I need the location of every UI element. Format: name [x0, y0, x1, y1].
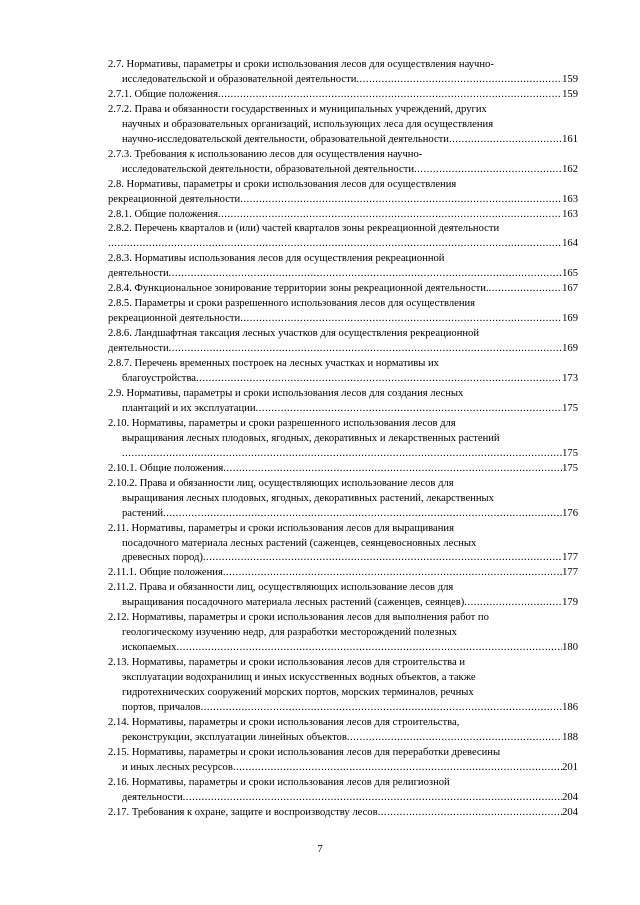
- dot-leader: [223, 566, 562, 581]
- toc-entry-last-line: [108, 806, 578, 821]
- toc-entry-title: 2.10.1. Общие положения: [108, 462, 224, 474]
- toc-entry-last-line: [108, 282, 578, 297]
- toc-entry-title: благоустройства: [122, 373, 197, 385]
- toc-entry: [108, 357, 578, 387]
- toc-entry-line: 2.10.2. Права и обязанности лиц, осуществляющих использование лесов для: [108, 477, 454, 489]
- dot-leader: [176, 641, 562, 656]
- toc-entry-line: 2.8.7. Перечень временных построек на лесных участках и нормативы их: [108, 358, 439, 370]
- toc-entry-line: 2.8.6. Ландшафтная таксация лесных участков для осуществления рекреационной: [108, 328, 480, 340]
- toc-entry-line: выращивания лесных плодовых, ягодных, декоративных и лекарственных растений: [122, 432, 500, 444]
- toc-entry-title: ископаемых: [122, 642, 177, 654]
- toc-entry-last-line: [108, 193, 578, 208]
- dot-leader: [256, 402, 563, 417]
- dot-leader: [223, 462, 562, 477]
- toc-page-number: 179: [562, 597, 578, 609]
- toc-entry: [108, 462, 578, 477]
- toc-page-number: 173: [562, 373, 578, 385]
- toc-entry: [108, 522, 578, 567]
- dot-leader: [169, 267, 562, 282]
- toc-entry: [108, 178, 578, 208]
- toc-entry: [108, 716, 578, 746]
- dot-leader: [108, 237, 562, 252]
- toc-entry-last-line: [108, 447, 578, 462]
- toc-entry-title: 2.11.1. Общие положения: [108, 567, 223, 579]
- toc-entry: [108, 222, 578, 252]
- toc-entry-title: растений: [122, 507, 164, 519]
- toc-entry-line: 2.7.3. Требования к использованию лесов для осуществления научно-: [108, 148, 423, 160]
- toc-entry-line: 2.8.5. Параметры и сроки разрешенного использования лесов для осуществления: [108, 298, 476, 310]
- toc-entry-last-line: [108, 237, 578, 252]
- toc-page-number: 175: [562, 402, 578, 414]
- toc-entry-line: 2.10. Нормативы, параметры и сроки разрешенного использования лесов для: [108, 417, 456, 429]
- toc-entry-line: геологическому изучению недр, для разработки месторождений полезных: [122, 627, 457, 639]
- toc-entry: [108, 327, 578, 357]
- toc-entry-last-line: [108, 791, 578, 806]
- toc-entry-line: 2.8. Нормативы, параметры и сроки использования лесов для осуществления: [108, 178, 457, 190]
- toc-entry-title: 2.17. Требования к охране, защите и воспроизводству лесов: [108, 806, 378, 818]
- toc-entry: [108, 148, 578, 178]
- toc-entry-title: 2.8.1. Общие положения: [108, 208, 218, 220]
- toc-entry-line: 2.11.2. Права и обязанности лиц, осуществляющих использование лесов для: [108, 582, 454, 594]
- page-number: 7: [317, 843, 323, 855]
- dot-leader: [122, 447, 562, 462]
- toc-entry: [108, 746, 578, 776]
- toc-entry-title: выращивания посадочного материала лесных растений (саженцев, сеянцев): [122, 597, 465, 609]
- toc-entry-line: 2.12. Нормативы, параметры и сроки использования лесов для выполнения работ по: [108, 612, 489, 624]
- toc-entry-line: посадочного материала лесных растений (саженцев, сеянцевосновных лесных: [122, 537, 477, 549]
- toc-entry-last-line: [108, 566, 578, 581]
- toc-entry-last-line: [108, 267, 578, 282]
- toc-entry-title: и иных лесных ресурсов: [122, 761, 233, 773]
- toc-entry: [108, 88, 578, 103]
- toc-entry-title: рекреационной деятельности: [108, 193, 241, 205]
- toc-entry-last-line: [108, 208, 578, 223]
- dot-leader: [464, 596, 562, 611]
- toc-entry-line: 2.13. Нормативы, параметры и сроки использования лесов для строительства и: [108, 657, 466, 669]
- toc-entry-last-line: [108, 462, 578, 477]
- toc-entry: [108, 58, 578, 88]
- toc-entry: [108, 387, 578, 417]
- table-of-contents: [108, 58, 578, 821]
- toc-entry: [108, 806, 578, 821]
- dot-leader: [356, 73, 562, 88]
- toc-entry-last-line: [108, 73, 578, 88]
- toc-entry-line: 2.8.3. Нормативы использования лесов для осуществления рекреационной: [108, 253, 445, 265]
- toc-page-number: 161: [562, 133, 578, 145]
- toc-entry-title: научно-исследовательской деятельности, образовательной деятельности: [122, 133, 449, 145]
- toc-page-number: 159: [562, 88, 578, 100]
- toc-page-number: 163: [562, 208, 578, 220]
- toc-entry-last-line: [108, 312, 578, 327]
- toc-entry-last-line: [108, 372, 578, 387]
- toc-page-number: 159: [562, 73, 578, 85]
- toc-page-number: 176: [562, 507, 578, 519]
- toc-entry-line: 2.14. Нормативы, параметры и сроки использования лесов для строительства,: [108, 716, 460, 728]
- toc-page-number: 162: [562, 163, 578, 175]
- toc-page-number: 204: [562, 806, 578, 818]
- toc-entry-line: 2.11. Нормативы, параметры и сроки использования лесов для выращивания: [108, 522, 454, 534]
- dot-leader: [378, 806, 563, 821]
- toc-entry: [108, 103, 578, 148]
- toc-page-number: 164: [562, 238, 578, 250]
- toc-entry-last-line: [108, 402, 578, 417]
- toc-page-number: 175: [562, 462, 578, 474]
- toc-entry-last-line: [108, 133, 578, 148]
- toc-entry-title: деятельности: [108, 343, 169, 355]
- toc-entry-line: научных и образовательных организаций, использующих леса для осуществления: [122, 118, 494, 130]
- toc-entry: [108, 776, 578, 806]
- toc-entry: [108, 477, 578, 522]
- dot-leader: [196, 372, 562, 387]
- toc-entry: [108, 611, 578, 656]
- toc-entry-last-line: [108, 731, 578, 746]
- toc-entry-line: 2.7.2. Права и обязанности государственных и муниципальных учреждений, других: [108, 103, 487, 115]
- toc-entry-title: 2.7.1. Общие положения: [108, 88, 218, 100]
- toc-entry-line: 2.7. Нормативы, параметры и сроки использования лесов для осуществления научно-: [108, 59, 494, 70]
- dot-leader: [414, 163, 562, 178]
- toc-entry-title: портов, причалов: [122, 701, 201, 713]
- toc-entry-title: рекреационной деятельности: [108, 313, 241, 325]
- toc-entry: [108, 417, 578, 462]
- toc-page-number: 201: [562, 761, 578, 773]
- toc-entry-title: исследовательской деятельности, образовательной деятельности: [122, 163, 414, 175]
- toc-entry-line: 2.9. Нормативы, параметры и сроки использования лесов для создания лесных: [108, 387, 464, 399]
- toc-entry-title: деятельности: [108, 268, 169, 280]
- toc-entry-last-line: [108, 701, 578, 716]
- toc-page-number: 167: [562, 283, 578, 295]
- toc-entry-line: 2.15. Нормативы, параметры и сроки использования лесов для переработки древесины: [108, 746, 501, 758]
- toc-entry-title: древесных пород): [122, 552, 203, 564]
- dot-leader: [203, 551, 562, 566]
- toc-entry-last-line: [108, 551, 578, 566]
- toc-page-number: 165: [562, 268, 578, 280]
- toc-entry-line: выращивания лесных плодовых, ягодных, декоративных растений, лекарственных: [122, 492, 494, 504]
- toc-page-number: 163: [562, 193, 578, 205]
- toc-page-number: 177: [562, 567, 578, 579]
- toc-entry-title: плантаций и их эксплуатации: [122, 402, 256, 414]
- toc-entry-title: реконструкции, эксплуатации линейных объектов: [122, 731, 347, 743]
- toc-page-number: 204: [562, 791, 578, 803]
- toc-entry-title: 2.8.4. Функциональное зонирование территории зоны рекреационной деятельности.: [108, 283, 489, 295]
- toc-entry-last-line: [108, 88, 578, 103]
- toc-entry: [108, 656, 578, 716]
- toc-page-number: 169: [562, 343, 578, 355]
- toc-entry-title: деятельности: [122, 791, 183, 803]
- toc-entry: [108, 581, 578, 611]
- dot-leader: [218, 208, 562, 223]
- dot-leader: [218, 88, 562, 103]
- toc-entry-last-line: [108, 641, 578, 656]
- dot-leader: [169, 342, 562, 357]
- toc-page-number: 186: [562, 701, 578, 713]
- dot-leader: [201, 701, 563, 716]
- toc-entry-last-line: [108, 596, 578, 611]
- toc-entry: [108, 252, 578, 282]
- toc-entry-line: 2.16. Нормативы, параметры и сроки использования лесов для религиозной: [108, 776, 450, 788]
- toc-entry-last-line: [108, 761, 578, 776]
- dot-leader: [233, 761, 562, 776]
- dot-leader: [449, 133, 562, 148]
- toc-entry-line: эксплуатации водохранилищ и иных искусственных водных объектов, а также: [122, 672, 476, 684]
- toc-entry-last-line: [108, 342, 578, 357]
- toc-entry-last-line: [108, 507, 578, 522]
- toc-entry-last-line: [108, 163, 578, 178]
- toc-entry-line: 2.8.2. Перечень кварталов и (или) частей кварталов зоны рекреационной деятельности: [108, 223, 500, 235]
- toc-page-number: 169: [562, 313, 578, 325]
- toc-entry: [108, 566, 578, 581]
- toc-entry: [108, 282, 578, 297]
- toc-entry-line: гидротехнических сооружений морских портов, морских терминалов, речных: [122, 687, 474, 699]
- dot-leader: [347, 731, 562, 746]
- dot-leader: [240, 312, 562, 327]
- toc-entry: [108, 297, 578, 327]
- toc-page-number: 180: [562, 642, 578, 654]
- dot-leader: [163, 507, 562, 522]
- toc-page-number: 177: [562, 552, 578, 564]
- toc-entry: [108, 208, 578, 223]
- toc-page-number: 188: [562, 731, 578, 743]
- dot-leader: [240, 193, 562, 208]
- dot-leader: [183, 791, 562, 806]
- toc-page-number: 175: [562, 447, 578, 459]
- dot-leader: [489, 282, 562, 297]
- toc-entry-title: исследовательской и образовательной деятельности: [122, 73, 357, 85]
